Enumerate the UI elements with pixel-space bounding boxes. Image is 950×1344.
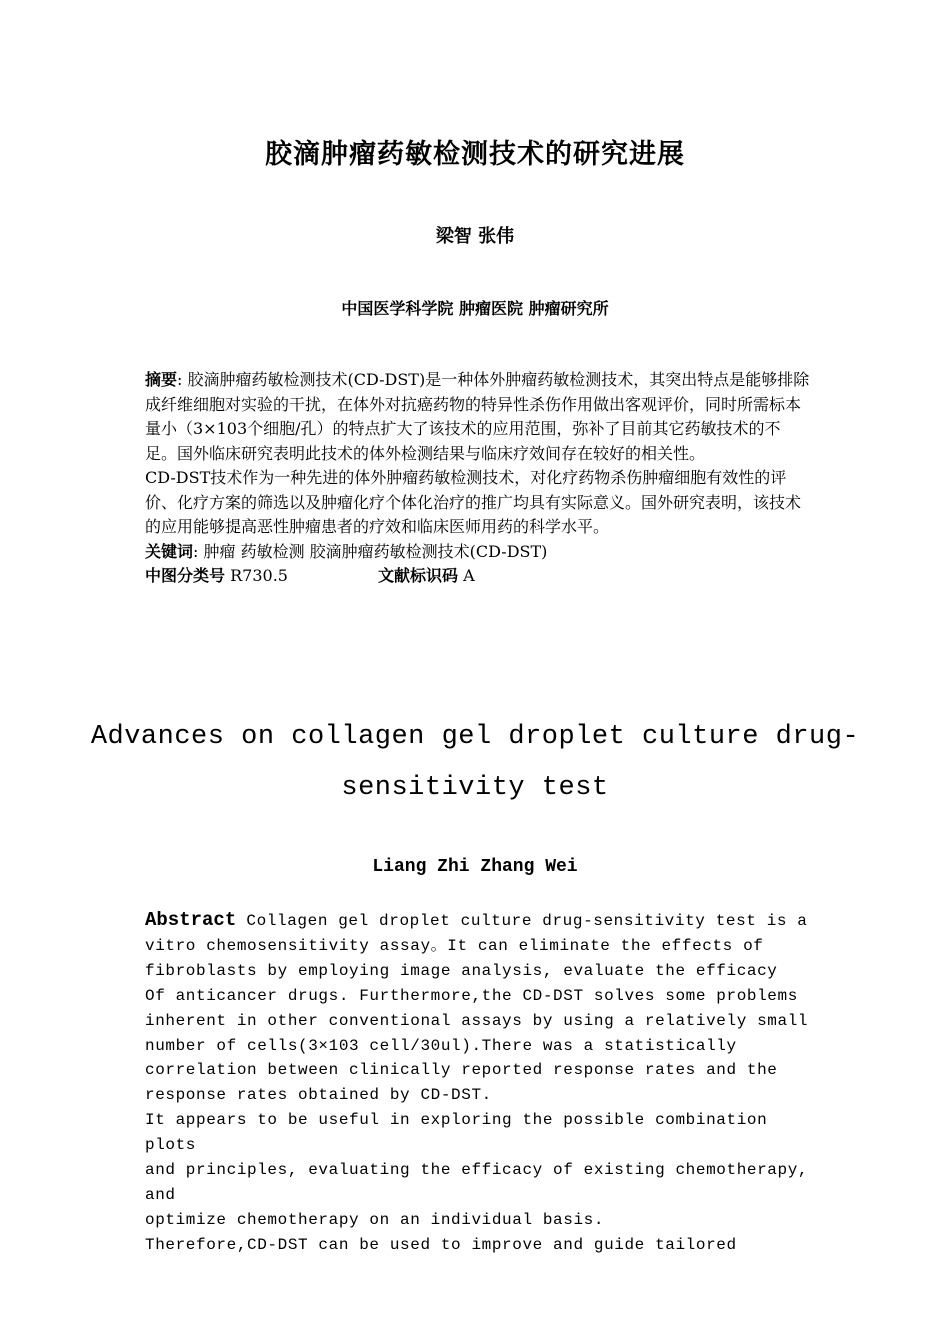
english-abstract-body: Collagen gel droplet culture drug-sensitivity test is a vitro chemosensitivity assay。It can eliminate the effects of fibroblasts by employing image analysis, evaluate the efficacy Of anticancer drugs. Furthermore,the CD-DST solves some problems inherent in other conventional assays by using a relatively small number of cells(3×103 cell/30ul).There was a statistically correlation between clinically reported response rates and the response rates obtained by CD-DST. It appears to be useful in exploring the possible combination plots and principles, evaluating the efficacy of existing chemotherapy, and optimize chemotherapy on an individual basis. Therefore,CD-DST can be used to improve and guide tailored	[145, 912, 809, 1254]
keywords-value: 肿瘤 药敏检测 胶滴肿瘤药敏检测技术(CD-DST)	[203, 541, 548, 561]
english-authors: Liang Zhi Zhang Wei	[372, 857, 578, 877]
chinese-abstract-paragraph-1	[145, 368, 810, 466]
english-title: Advances on collagen gel droplet culture drug-sensitivity test	[90, 722, 860, 803]
chinese-affiliation: 中国医学科学院 肿瘤医院 肿瘤研究所	[341, 299, 609, 318]
chinese-keywords	[145, 540, 810, 565]
chinese-authors: 梁智 张伟	[435, 226, 515, 247]
chinese-abstract-label: 摘要	[145, 370, 178, 389]
keywords-label: 关键词	[145, 541, 194, 561]
chinese-abstract-paragraph-2: CD-DST技术作为一种先进的体外肿瘤药敏检测技术，对化疗药物杀伤肿瘤细胞有效性的评价、化疗方案的筛选以及肿瘤化疗个体化治疗的推广均具有实际意义。国外研究表明，该技术的应用能够提高恶性肿瘤患者的疗效和临床医师用药的科学水平。	[145, 468, 802, 536]
english-abstract-label: Abstract	[145, 909, 237, 931]
clc-label: 中图分类号	[145, 566, 226, 585]
document-code-label: 文献标识码	[377, 566, 458, 585]
keywords-separator: :	[193, 541, 204, 561]
clc-value: R730.5	[230, 566, 288, 585]
english-abstract	[145, 908, 825, 1258]
chinese-title: 胶滴肿瘤药敏检测技术的研究进展	[265, 139, 685, 170]
chinese-abstract	[145, 368, 810, 589]
document-code-value: A	[463, 566, 475, 585]
classification-row	[145, 564, 810, 589]
chinese-abstract-separator: :	[177, 370, 188, 389]
chinese-abstract-text-1: 胶滴肿瘤药敏检测技术(CD-DST)是一种体外肿瘤药敏检测技术，其突出特点是能够排除成纤维细胞对实验的干扰，在体外对抗癌药物的特异性杀伤作用做出客观评价，同时所需标本量小（3×103个细胞/孔）的特点扩大了该技术的应用范围，弥补了目前其它药敏技术的不足。国外临床研究表明此技术的体外检测结果与临床疗效间存在较好的相关性。	[145, 370, 810, 463]
